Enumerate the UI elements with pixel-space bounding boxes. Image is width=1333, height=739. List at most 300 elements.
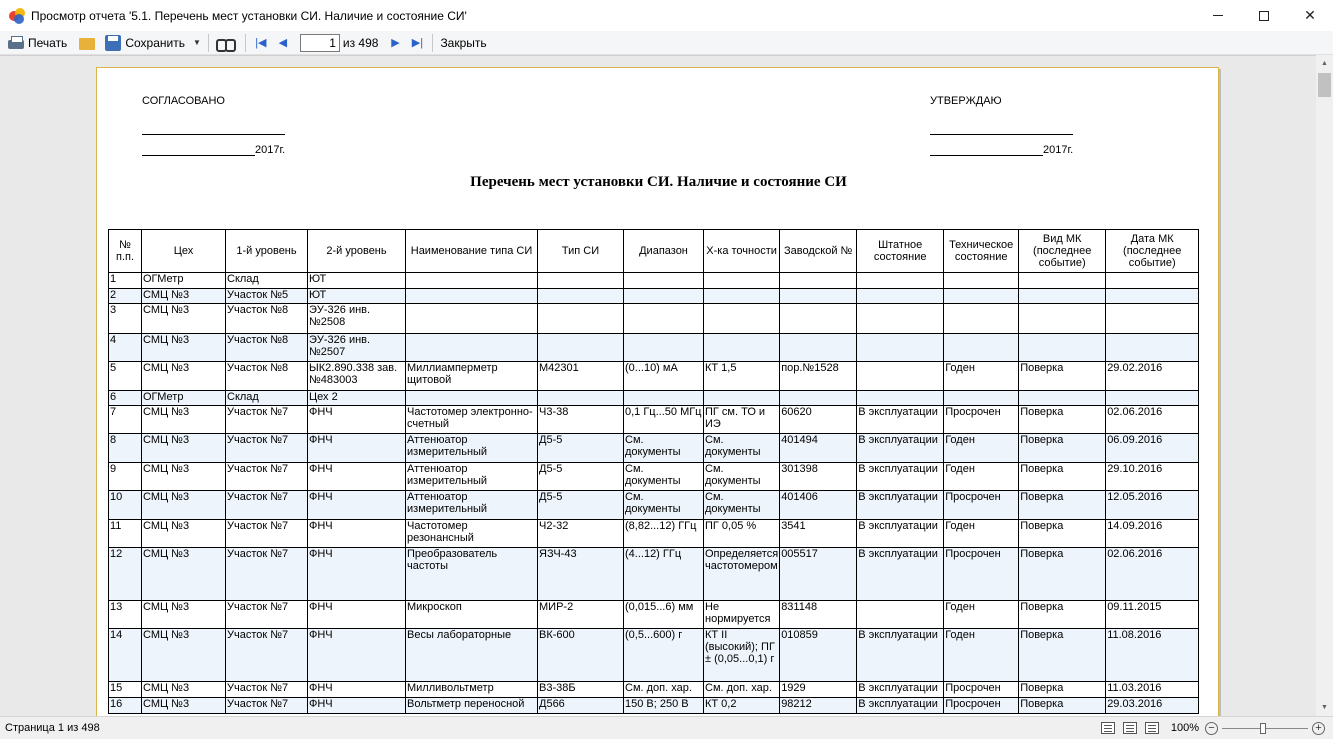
table-cell: 1 [109,273,142,289]
close-report-button[interactable] [437,32,489,54]
table-cell [704,304,780,334]
table-cell: СМЦ №3 [142,682,226,698]
table-cell: В эксплуатации [857,698,944,714]
table-cell: 9 [109,463,142,491]
report-table [108,229,1199,714]
table-cell: Участок №7 [226,434,308,463]
table-cell: Преобразователь частоты [406,548,538,601]
table-row [109,334,1199,362]
table-cell: ФНЧ [308,520,406,548]
table-cell: КТ 1,5 [704,362,780,391]
column-header: Заводской № [780,230,857,273]
table-cell: (8,82...12) ГГц [624,520,704,548]
table-row [109,520,1199,548]
vertical-scrollbar[interactable] [1316,55,1333,716]
open-button[interactable] [76,32,102,54]
column-header: Техническое состояние [944,230,1019,273]
table-cell: ФНЧ [308,629,406,682]
table-cell [1019,304,1106,334]
zoom-slider[interactable] [1222,722,1308,735]
table-cell: (4...12) ГГц [624,548,704,601]
close-icon: ✕ [1304,7,1316,23]
table-cell: 29.03.2016 [1106,698,1199,714]
table-cell: ЫК2.890.338 зав.№483003 [308,362,406,391]
table-cell: 13 [109,601,142,629]
table-cell: 12.05.2016 [1106,491,1199,520]
agreed-signature-line [142,121,285,135]
table-cell [1106,391,1199,406]
table-cell [538,391,624,406]
table-row [109,289,1199,304]
table-cell: 4 [109,334,142,362]
table-cell: 11 [109,520,142,548]
table-row [109,463,1199,491]
column-header: Дата МК (последнее событие) [1106,230,1199,273]
table-cell: 06.09.2016 [1106,434,1199,463]
table-cell: Д5-5 [538,434,624,463]
zoom-out-button[interactable]: − [1205,722,1218,735]
table-cell: Просрочен [944,491,1019,520]
table-row [109,304,1199,334]
multi-page-view-icon[interactable] [1101,722,1115,734]
table-cell: Ч3-38 [538,406,624,434]
table-cell [406,289,538,304]
table-cell: В эксплуатации [857,629,944,682]
table-cell: 3 [109,304,142,334]
table-cell: В эксплуатации [857,682,944,698]
table-row [109,406,1199,434]
table-cell [857,304,944,334]
table-cell: В эксплуатации [857,520,944,548]
table-cell [624,273,704,289]
table-cell [780,391,857,406]
table-cell: Поверка [1019,406,1106,434]
table-cell: ФНЧ [308,406,406,434]
table-cell: Поверка [1019,520,1106,548]
table-cell: 8 [109,434,142,463]
table-cell: ФНЧ [308,601,406,629]
table-cell: 0,1 Гц...50 МГц [624,406,704,434]
table-cell [1106,289,1199,304]
table-cell: Поверка [1019,491,1106,520]
table-cell: Годен [944,629,1019,682]
approve-label: УТВЕРЖДАЮ [930,95,1002,107]
table-cell [1106,273,1199,289]
table-cell: 14.09.2016 [1106,520,1199,548]
table-cell: ФНЧ [308,463,406,491]
table-cell: Просрочен [944,548,1019,601]
table-cell: ОГМетр [142,273,226,289]
table-cell: См. доп. хар. [704,682,780,698]
table-cell: (0,5...600) г [624,629,704,682]
table-cell: 29.02.2016 [1106,362,1199,391]
table-cell: Склад [226,273,308,289]
table-cell: См. документы [704,463,780,491]
table-cell [857,362,944,391]
table-cell: СМЦ №3 [142,548,226,601]
column-header: Вид МК (последнее событие) [1019,230,1106,273]
table-cell: Участок №7 [226,601,308,629]
app-logo-icon [9,8,25,24]
column-header: № п.п. [109,230,142,273]
table-cell: 301398 [780,463,857,491]
table-cell: В эксплуатации [857,434,944,463]
agreed-block [142,95,285,156]
table-cell [704,273,780,289]
table-cell [704,334,780,362]
table-cell: Участок №7 [226,682,308,698]
agreed-label: СОГЛАСОВАНО [142,95,225,107]
table-cell: См. документы [624,434,704,463]
table-cell: Участок №8 [226,362,308,391]
table-cell: Участок №7 [226,629,308,682]
table-cell: Поверка [1019,629,1106,682]
table-cell: Поверка [1019,463,1106,491]
table-cell [538,289,624,304]
table-cell [944,391,1019,406]
table-cell: (0...10) мА [624,362,704,391]
toolbar-separator [208,34,209,52]
minimize-icon [1213,15,1223,16]
table-cell [1019,289,1106,304]
table-cell: Поверка [1019,362,1106,391]
table-cell: Поверка [1019,548,1106,601]
table-cell: 3541 [780,520,857,548]
table-cell: 11.03.2016 [1106,682,1199,698]
table-cell: Частотомер электронно-счетный [406,406,538,434]
table-row [109,629,1199,682]
table-cell: 60620 [780,406,857,434]
table-cell: 12 [109,548,142,601]
table-cell: ЭУ-326 инв.№2508 [308,304,406,334]
single-page-view-icon[interactable] [1123,722,1137,734]
printer-icon [8,40,24,49]
table-cell: 16 [109,698,142,714]
previous-page-button[interactable]: ◀ [278,36,288,49]
window-controls [1195,0,1333,31]
table-cell [624,304,704,334]
table-cell: СМЦ №3 [142,491,226,520]
table-cell: 98212 [780,698,857,714]
page-number-input[interactable] [300,34,340,52]
table-row [109,698,1199,714]
table-cell: Миллиамперметр щитовой [406,362,538,391]
table-cell: 09.11.2015 [1106,601,1199,629]
table-cell: Просрочен [944,682,1019,698]
table-cell: Поверка [1019,682,1106,698]
table-cell: ВК-600 [538,629,624,682]
table-row [109,273,1199,289]
table-cell: ФНЧ [308,491,406,520]
minimize-button[interactable] [1195,0,1241,31]
status-bar [0,716,1333,739]
table-cell: 02.06.2016 [1106,548,1199,601]
table-cell: В эксплуатации [857,491,944,520]
table-cell: В эксплуатации [857,406,944,434]
table-cell: 7 [109,406,142,434]
column-header: Наименование типа СИ [406,230,538,273]
table-cell [406,334,538,362]
table-cell: 010859 [780,629,857,682]
date-blank [142,143,255,156]
table-row [109,362,1199,391]
table-row [109,548,1199,601]
print-button[interactable] [5,32,70,54]
table-cell: СМЦ №3 [142,289,226,304]
table-cell [780,334,857,362]
close-report-label: Закрыть [440,35,487,50]
table-cell: Годен [944,362,1019,391]
table-cell [780,289,857,304]
table-cell [538,304,624,334]
continuous-view-icon[interactable] [1145,722,1159,734]
table-cell: пор.№1528 [780,362,857,391]
table-row [109,491,1199,520]
table-cell: Годен [944,434,1019,463]
agreed-year: 2017г. [255,144,286,156]
save-label: Сохранить [125,35,185,50]
table-cell: СМЦ №3 [142,463,226,491]
last-page-button[interactable]: ▶| [411,36,424,49]
table-cell [944,273,1019,289]
table-cell: См. документы [624,491,704,520]
table-cell: КТ 0,2 [704,698,780,714]
table-cell: Милливольтметр [406,682,538,698]
table-cell [944,289,1019,304]
table-cell: В эксплуатации [857,463,944,491]
table-cell: Участок №7 [226,548,308,601]
table-cell: Весы лабораторные [406,629,538,682]
agreed-date-line [142,143,285,156]
table-cell: Аттенюатор измерительный [406,463,538,491]
table-cell [704,391,780,406]
column-header: 1-й уровень [226,230,308,273]
maximize-icon [1259,11,1269,21]
table-cell: КТ II (высокий); ПГ ± (0,05...0,1) г [704,629,780,682]
table-cell: Д5-5 [538,491,624,520]
table-row [109,391,1199,406]
table-cell [780,304,857,334]
table-cell [406,391,538,406]
toolbar [0,31,1333,55]
table-cell: ЮТ [308,273,406,289]
table-cell: См. документы [704,491,780,520]
table-cell: Участок №7 [226,406,308,434]
report-title: Перечень мест установки СИ. Наличие и состояние СИ [470,174,847,190]
table-cell: СМЦ №3 [142,434,226,463]
table-cell: 2 [109,289,142,304]
table-cell: В эксплуатации [857,548,944,601]
table-cell: 150 В; 250 В [624,698,704,714]
table-cell: Участок №7 [226,463,308,491]
save-button[interactable] [102,32,204,54]
table-cell: Аттенюатор измерительный [406,491,538,520]
scroll-down-icon[interactable]: ▼ [1321,704,1328,711]
column-header: Х-ка точности [704,230,780,273]
column-header: Тип СИ [538,230,624,273]
toolbar-separator [245,34,246,52]
table-cell: 10 [109,491,142,520]
table-cell [538,334,624,362]
column-header: Штатное состояние [857,230,944,273]
zoom-controls [1101,717,1325,739]
table-cell [944,304,1019,334]
table-cell [1106,304,1199,334]
find-button[interactable] [213,32,241,54]
table-cell: Цех 2 [308,391,406,406]
table-cell: Участок №8 [226,334,308,362]
table-cell: 831148 [780,601,857,629]
table-cell: Годен [944,520,1019,548]
table-cell: ЮТ [308,289,406,304]
table-cell: Микроскоп [406,601,538,629]
report-viewer [0,55,1316,716]
zoom-in-button[interactable]: + [1312,722,1325,735]
table-cell: Участок №7 [226,491,308,520]
toolbar-separator [432,34,433,52]
page-status: Страница 1 из 498 [5,722,100,734]
table-cell: ПГ см. ТО и ИЭ [704,406,780,434]
table-cell [624,334,704,362]
table-cell: 14 [109,629,142,682]
table-cell: ФНЧ [308,698,406,714]
table-cell: М42301 [538,362,624,391]
table-row [109,434,1199,463]
table-cell: Участок №7 [226,698,308,714]
table-cell [780,273,857,289]
save-dropdown-chevron-icon[interactable]: ▼ [192,38,201,47]
table-cell [704,289,780,304]
table-cell: 005517 [780,548,857,601]
table-cell: 29.10.2016 [1106,463,1199,491]
column-header: Цех [142,230,226,273]
table-cell: 11.08.2016 [1106,629,1199,682]
folder-icon [79,38,95,50]
table-cell: Д5-5 [538,463,624,491]
table-cell: Участок №7 [226,520,308,548]
table-cell: Годен [944,463,1019,491]
column-header: Диапазон [624,230,704,273]
table-cell: ФНЧ [308,434,406,463]
scroll-thumb[interactable] [1318,73,1331,97]
approve-year: 2017г. [1043,144,1074,156]
floppy-disk-icon [105,35,121,51]
zoom-slider-thumb[interactable] [1260,723,1266,734]
table-cell: СМЦ №3 [142,304,226,334]
table-cell: 401494 [780,434,857,463]
next-page-button[interactable]: ▶ [391,36,400,49]
table-cell: СМЦ №3 [142,362,226,391]
table-cell: 401406 [780,491,857,520]
table-cell [406,304,538,334]
table-cell: СМЦ №3 [142,334,226,362]
date-blank [930,143,1043,156]
table-cell [857,334,944,362]
table-cell: ЭУ-326 инв.№2507 [308,334,406,362]
table-cell: (0,015...6) мм [624,601,704,629]
table-cell [1019,273,1106,289]
table-cell: 02.06.2016 [1106,406,1199,434]
report-page [96,67,1219,716]
table-cell: ОГМетр [142,391,226,406]
table-cell: Просрочен [944,698,1019,714]
table-cell: Аттенюатор измерительный [406,434,538,463]
window-title: Просмотр отчета '5.1. Перечень мест установки СИ. Наличие и состояние СИ' [31,8,467,23]
table-cell [1019,391,1106,406]
table-cell: Поверка [1019,434,1106,463]
approve-signature-line [930,121,1073,135]
table-cell: См. документы [704,434,780,463]
table-cell: 15 [109,682,142,698]
table-cell [944,334,1019,362]
approve-date-line [930,143,1073,156]
page-count-label: из 498 [342,35,379,50]
table-cell: 1929 [780,682,857,698]
table-row [109,601,1199,629]
table-cell: Поверка [1019,601,1106,629]
table-cell [406,273,538,289]
table-cell [624,289,704,304]
table-cell [1106,334,1199,362]
table-cell [857,391,944,406]
table-cell [538,273,624,289]
table-cell: Определяется частотомером [704,548,780,601]
title-bar [0,0,1333,31]
table-cell: См. документы [624,463,704,491]
table-cell: СМЦ №3 [142,406,226,434]
table-cell: ЯЗЧ-43 [538,548,624,601]
table-cell: ПГ 0,05 % [704,520,780,548]
table-cell: Вольтметр переносной [406,698,538,714]
scroll-up-icon[interactable]: ▲ [1321,60,1328,67]
table-cell: Не нормируется [704,601,780,629]
table-cell: Участок №5 [226,289,308,304]
table-cell: СМЦ №3 [142,698,226,714]
table-cell: Поверка [1019,698,1106,714]
table-body [109,273,1199,714]
table-cell: Частотомер резонансный [406,520,538,548]
table-cell: Годен [944,601,1019,629]
table-cell: ФНЧ [308,682,406,698]
table-cell [1019,334,1106,362]
table-cell: 6 [109,391,142,406]
table-cell: См. доп. хар. [624,682,704,698]
table-cell: Просрочен [944,406,1019,434]
print-label: Печать [28,35,68,50]
table-cell: ФНЧ [308,548,406,601]
table-cell: Д566 [538,698,624,714]
zoom-level: 100% [1170,722,1199,734]
table-header-row [109,230,1199,273]
table-cell [857,289,944,304]
table-cell: Склад [226,391,308,406]
table-row [109,682,1199,698]
table-cell [857,601,944,629]
binoculars-icon [216,35,234,51]
table-cell: СМЦ №3 [142,601,226,629]
table-cell: Ч2-32 [538,520,624,548]
table-cell: 5 [109,362,142,391]
first-page-button[interactable]: |◀ [255,36,267,49]
close-window-button[interactable] [1287,0,1333,31]
table-cell: СМЦ №3 [142,520,226,548]
table-cell: Участок №8 [226,304,308,334]
table-cell: В3-38Б [538,682,624,698]
table-cell [624,391,704,406]
column-header: 2-й уровень [308,230,406,273]
approve-block [930,95,1073,156]
maximize-button[interactable] [1241,0,1287,31]
